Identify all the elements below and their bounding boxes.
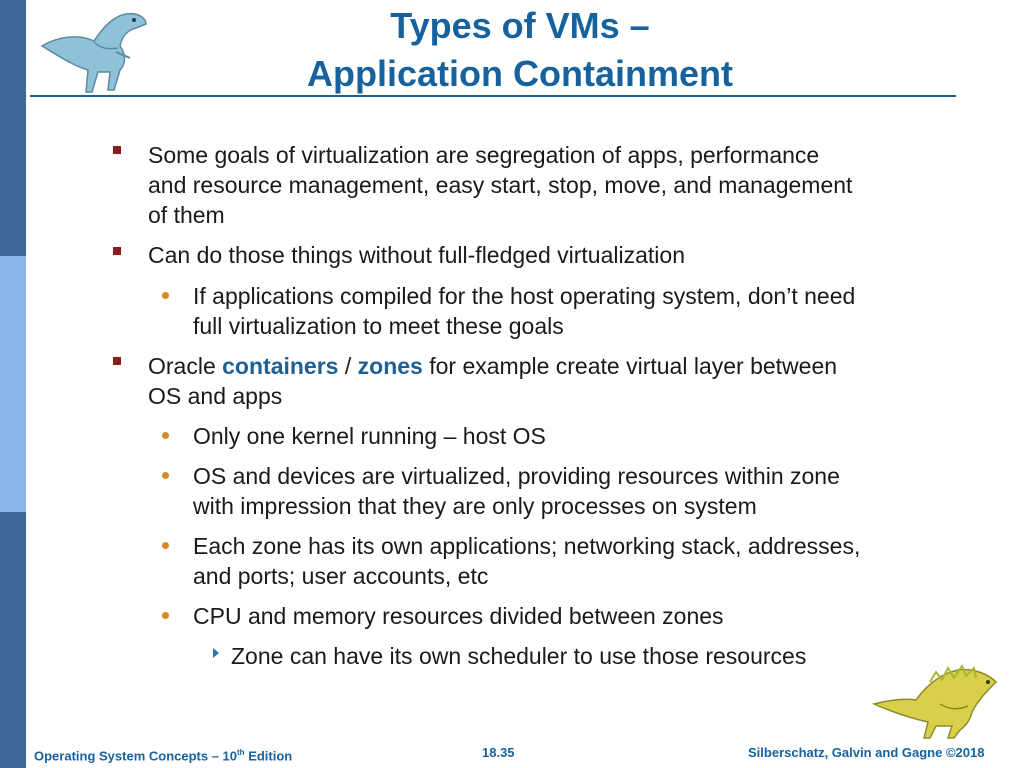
- sub-sub-bullet-text: Zone can have its own scheduler to use those resources: [231, 643, 807, 669]
- bullet-text: of them: [148, 202, 225, 228]
- title-line-1: Types of VMs –: [390, 5, 650, 46]
- sub-bullet-text: and ports; user accounts, etc: [193, 563, 489, 589]
- bullet-text: [148, 351, 837, 381]
- triangle-bullet-icon: [213, 648, 219, 658]
- highlight-containers: containers: [222, 353, 339, 379]
- round-bullet-icon: [162, 292, 169, 299]
- sub-bullet-text: If applications compiled for the host operating system, don’t need: [193, 283, 856, 309]
- footer-superscript: th: [237, 748, 245, 757]
- round-bullet-icon: [162, 432, 169, 439]
- sub-bullet-text: Each zone has its own applications; networking stack, addresses,: [193, 533, 861, 559]
- round-bullet-icon: [162, 612, 169, 619]
- footer-page-number: 18.35: [482, 745, 515, 760]
- text-run: for example create virtual layer between: [422, 353, 838, 379]
- sub-bullet-text: with impression that they are only processes on system: [193, 493, 757, 519]
- square-bullet-icon: [113, 247, 121, 255]
- footer-text: Operating System Concepts – 10: [34, 748, 238, 764]
- round-bullet-icon: [162, 472, 169, 479]
- title-line-2: Application Containment: [307, 53, 733, 94]
- footer-authors: Silberschatz, Galvin and Gagne ©2018: [748, 745, 985, 760]
- highlight-zones: zones: [357, 353, 423, 379]
- sub-bullet-text: Only one kernel running – host OS: [193, 423, 546, 449]
- bullet-text: Some goals of virtualization are segregation of apps, performance: [148, 142, 820, 168]
- dinosaur-icon: [870, 660, 1010, 740]
- text-run: Oracle: [148, 353, 223, 379]
- footer-text: Edition: [244, 748, 293, 764]
- square-bullet-icon: [113, 146, 121, 154]
- bullet-text: and resource management, easy start, stop, move, and management: [148, 172, 853, 198]
- bullet-text: Can do those things without full-fledged virtualization: [148, 242, 685, 268]
- round-bullet-icon: [162, 542, 169, 549]
- bullet-text: OS and apps: [148, 383, 283, 409]
- sub-bullet-text: CPU and memory resources divided between zones: [193, 603, 724, 629]
- footer-book-title: [34, 744, 292, 765]
- sub-bullet-text: full virtualization to meet these goals: [193, 313, 564, 339]
- text-run: /: [338, 353, 358, 379]
- sub-bullet-text: OS and devices are virtualized, providing resources within zone: [193, 463, 840, 489]
- square-bullet-icon: [113, 357, 121, 365]
